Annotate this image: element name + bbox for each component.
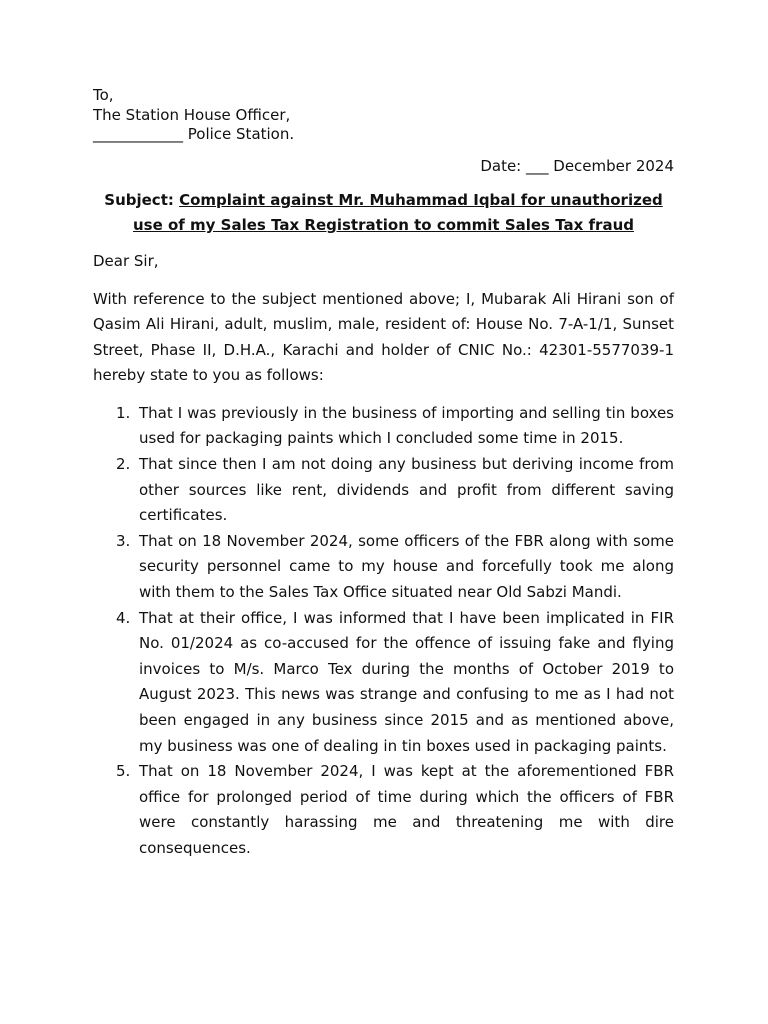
point-text: That I was previously in the business of importing and selling tin boxes used for packaging paints which I concluded some time in 2015. <box>139 403 674 448</box>
address-station: ____________ Police Station. <box>93 125 295 143</box>
point-item <box>93 401 674 452</box>
point-item <box>93 529 674 606</box>
point-text: That at their office, I was informed that I have been implicated in FIR No. 01/2024 as co-accused for the offence of issuing fake and flying invoices to M/s. Marco Tex during the months of October 2019 to August 2023. This news was strange and confusing to me as I had not been engaged in any business since 2015 and as mentioned above, my business was one of dealing in tin boxes used in packaging paints. <box>139 608 674 755</box>
point-item <box>93 759 674 861</box>
subject-line <box>93 188 674 238</box>
point-text: That on 18 November 2024, I was kept at the aforementioned FBR office for prolonged period of time during which the officers of FBR were constantly harassing me and threatening me with dire consequences. <box>139 762 674 857</box>
numbered-points <box>93 401 674 862</box>
point-item <box>93 452 674 529</box>
point-number: 1. <box>116 403 131 422</box>
salutation: Dear Sir, <box>93 252 159 270</box>
point-number: 3. <box>116 531 131 550</box>
point-number: 5. <box>116 762 131 781</box>
point-item <box>93 606 674 760</box>
point-text: That since then I am not doing any business but deriving income from other sources like rent, dividends and profit from different saving certificates. <box>139 455 674 525</box>
point-text: That on 18 November 2024, some officers of the FBR along with some security personnel came to my house and forcefully took me along with them to the Sales Tax Office situated near Old Sabzi Mandi. <box>139 531 674 602</box>
address-officer: The Station House Officer, <box>93 105 291 124</box>
point-number: 4. <box>116 608 131 627</box>
subject-text: Complaint against Mr. Muhammad Iqbal for unauthorized use of my Sales Tax Registration to commit Sales Tax fraud <box>133 191 663 234</box>
letter-date: Date: ___ December 2024 <box>480 156 674 175</box>
letter-page <box>93 86 674 862</box>
address-to: To, <box>93 86 114 104</box>
recipient-address <box>93 86 674 145</box>
point-number: 2. <box>116 455 131 474</box>
subject-label: Subject: <box>104 191 174 209</box>
intro-paragraph: With reference to the subject mentioned above; I, Mubarak Ali Hirani son of Qasim Ali Hirani, adult, muslim, male, resident of: House No. 7-A-1/1, Sunset Street, Phase II, D.H.A., Karachi and holder of CNIC No.: 42301-5577039-1 hereby state to you as follows: <box>93 289 674 385</box>
